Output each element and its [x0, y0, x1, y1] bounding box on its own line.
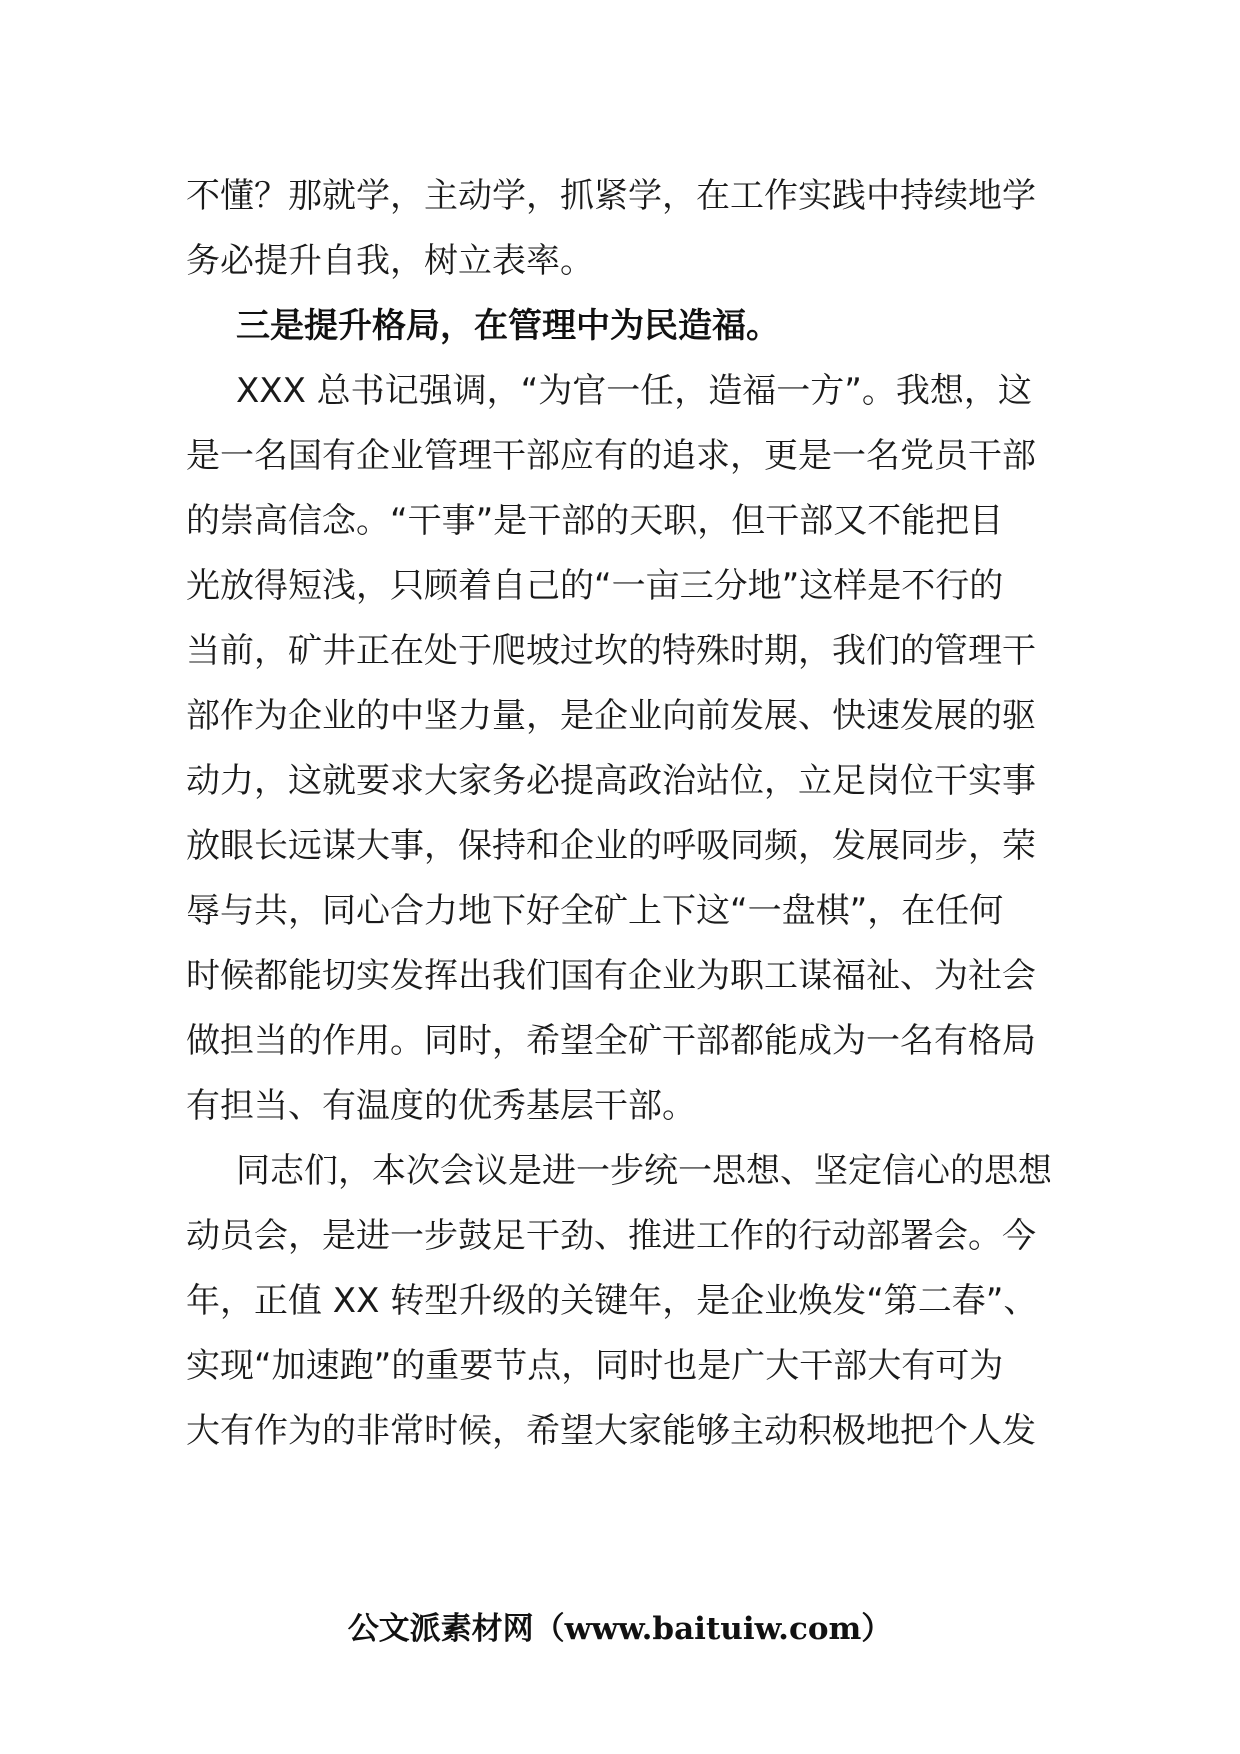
text-line: 同志们，本次会议是进一步统一思想、坚定信心的思想: [236, 1151, 1052, 1191]
text-line: 是一名国有企业管理干部应有的追求，更是一名党员干部: [186, 436, 1036, 476]
text-line: 辱与共，同心合力地下好全矿上下这“一盘棋”，在任何: [186, 891, 1004, 931]
text-line: 有担当、有温度的优秀基层干部。: [186, 1086, 696, 1126]
text-line: 时候都能切实发挥出我们国有企业为职工谋福祉、为社会: [186, 956, 1036, 996]
footer-watermark: 公文派素材网（www.baituiw.com）: [347, 1611, 893, 1647]
text-line: XXX 总书记强调，“为官一任，造福一方”。我想，这: [236, 371, 1032, 411]
text-line: 部作为企业的中坚力量，是企业向前发展、快速发展的驱: [186, 696, 1036, 736]
text-line: 大有作为的非常时候，希望大家能够主动积极地把个人发: [186, 1411, 1036, 1451]
text-line: 动力，这就要求大家务必提高政治站位，立足岗位干实事: [186, 761, 1036, 801]
text-line: 务必提升自我，树立表率。: [186, 241, 594, 281]
section-heading: 三是提升格局，在管理中为民造福。: [236, 306, 780, 346]
text-line: 放眼长远谋大事，保持和企业的呼吸同频，发展同步，荣: [186, 826, 1036, 866]
text-line: 年，正值 XX 转型升级的关键年，是企业焕发“第二春”、: [186, 1281, 1038, 1321]
text-line: 光放得短浅，只顾着自己的“一亩三分地”这样是不行的: [186, 566, 1004, 606]
text-line: 做担当的作用。同时，希望全矿干部都能成为一名有格局: [186, 1021, 1036, 1061]
text-line: 实现“加速跑”的重要节点，同时也是广大干部大有可为: [186, 1346, 1004, 1386]
text-line: 不懂？那就学，主动学，抓紧学，在工作实践中持续地学: [186, 176, 1036, 216]
text-line: 的崇高信念。“干事”是干部的天职，但干部又不能把目: [186, 501, 1004, 541]
text-line: 动员会，是进一步鼓足干劲、推进工作的行动部署会。今: [186, 1216, 1036, 1256]
text-line: 当前，矿井正在处于爬坡过坎的特殊时期，我们的管理干: [186, 631, 1036, 671]
document-body: [186, 164, 1056, 1464]
